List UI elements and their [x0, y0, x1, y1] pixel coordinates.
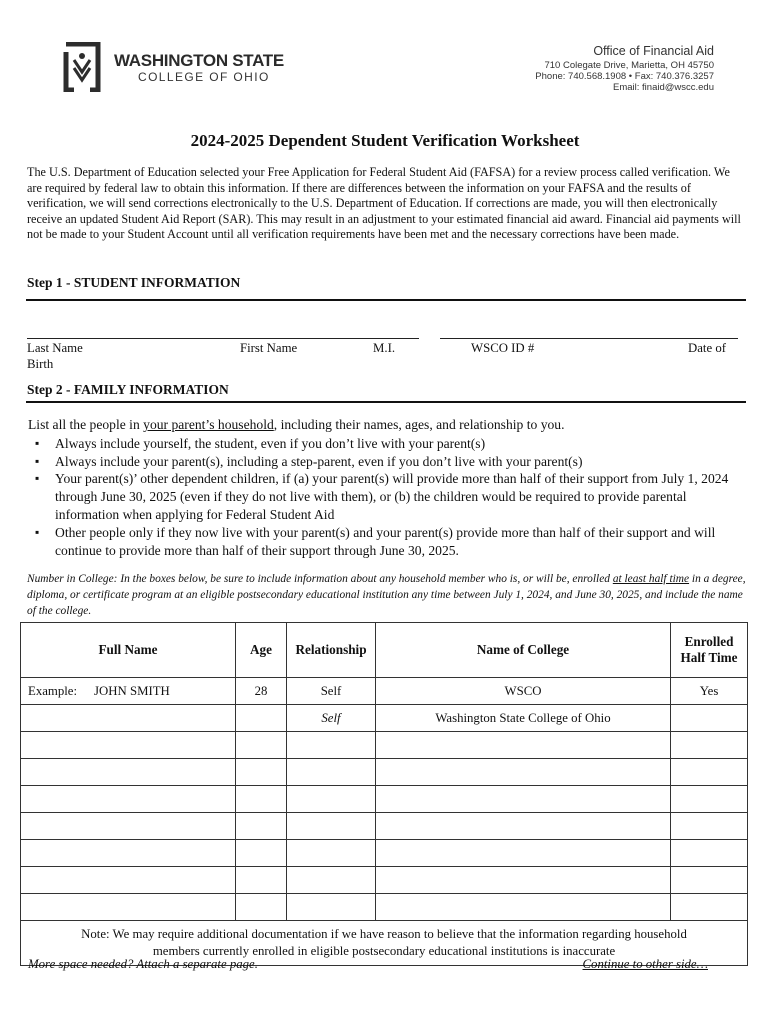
name-input-cell[interactable] [21, 867, 236, 894]
table-row [21, 705, 748, 732]
table-row [21, 894, 748, 921]
enrolled-input-cell[interactable] [671, 786, 748, 813]
bullet-item: ▪ Always include yourself, the student, even if you don’t live with your parent(s) [28, 435, 743, 453]
table-header-row [21, 623, 748, 678]
name-input-cell[interactable] [21, 705, 236, 732]
name-input-cell[interactable] [21, 894, 236, 921]
relationship-input-cell[interactable] [287, 759, 376, 786]
name-input-cell[interactable] [21, 759, 236, 786]
relationship-input-cell[interactable] [287, 813, 376, 840]
intro-paragraph: The U.S. Department of Education selected your Free Application for Federal Student Aid (FAFSA) for a review process called verification. We are required by federal law to obtain this information. If there are differences between the information on your FAFSA and the results of verification, we will send corrections electronically to the U.S. Department of Education. If corrections are made, you will then electronically receive an updated Student Aid Report (SAR). This may result in an adjustment to your estimated financial aid award. Financial aid payments will not be made to your Student Account until all verification requirements have been met and the necessary corrections have been made. [27, 165, 741, 242]
wsco-id-label: WSCO ID # [471, 341, 535, 355]
relationship-input-cell[interactable] [287, 786, 376, 813]
dob-label-continued: Birth [27, 357, 54, 371]
enrolled-input-cell[interactable] [671, 759, 748, 786]
age-input-cell[interactable] [236, 840, 287, 867]
bullet-item: ▪ Other people only if they now live with your parent(s) and your parent(s) provide more than half of their support and will continue to provide more than half of their support through June 30, 2025. [28, 524, 743, 560]
name-input-cell[interactable] [21, 840, 236, 867]
bullet-item: ▪ Always include your parent(s), including a step-parent, even if you don’t live with your parent(s) [28, 453, 743, 471]
footer-attach-note: More space needed? Attach a separate page. [28, 957, 258, 971]
enrolled-input-cell[interactable] [671, 813, 748, 840]
step1-rule [26, 299, 746, 301]
example-age-cell: 28 [236, 678, 287, 705]
step1-title: Step 1 - STUDENT INFORMATION [27, 275, 241, 290]
first-name-label: First Name [240, 341, 298, 355]
office-phone: Phone: 740.568.1908 • Fax: 740.376.3257 [535, 71, 714, 82]
example-college-cell: WSCO [376, 678, 671, 705]
enrolled-input-cell[interactable] [671, 894, 748, 921]
example-name-cell: Example: JOHN SMITH [21, 678, 236, 705]
table-row [21, 786, 748, 813]
relationship-input-cell[interactable] [287, 840, 376, 867]
office-address: 710 Colegate Drive, Marietta, OH 45750 [544, 60, 714, 71]
name-input-cell[interactable] [21, 786, 236, 813]
college-input-cell[interactable] [376, 759, 671, 786]
col-header-enrolled: Enrolled Half Time [671, 623, 748, 678]
col-header-relationship: Relationship [287, 623, 376, 678]
college-input-cell[interactable] [376, 840, 671, 867]
col-header-age: Age [236, 623, 287, 678]
office-title: Office of Financial Aid [593, 44, 714, 58]
last-name-label: Last Name [27, 341, 83, 355]
table-row [21, 867, 748, 894]
name-input-cell[interactable] [21, 732, 236, 759]
household-table [20, 622, 748, 966]
age-input-cell[interactable] [236, 786, 287, 813]
id-dob-field-line[interactable] [440, 338, 738, 339]
number-in-college-note: Number in College: In the boxes below, be sure to include information about any household member who is, or will be, enrolled at least half time in a degree, diploma, or certificate program at an eligible postsecondary educational institution any time between July 1, 2024, and June 30, 2025, and include the name of the college. [27, 573, 746, 617]
name-input-cell[interactable] [21, 813, 236, 840]
enrolled-input-cell[interactable] [671, 732, 748, 759]
example-enrolled-cell: Yes [671, 678, 748, 705]
age-input-cell[interactable] [236, 894, 287, 921]
example-relationship-cell: Self [287, 678, 376, 705]
college-input-cell[interactable] [376, 732, 671, 759]
relationship-cell: Self [287, 705, 376, 732]
college-input-cell[interactable] [376, 813, 671, 840]
household-lead: List all the people in your parent’s household, including their names, ages, and relationship to you. [28, 417, 565, 432]
relationship-input-cell[interactable] [287, 732, 376, 759]
college-input-cell[interactable] [376, 894, 671, 921]
col-header-full-name: Full Name [21, 623, 236, 678]
office-email: Email: finaid@wscc.edu [613, 82, 714, 93]
college-input-cell[interactable] [376, 867, 671, 894]
table-row [21, 840, 748, 867]
col-header-college: Name of College [376, 623, 671, 678]
enrolled-input-cell[interactable] [671, 867, 748, 894]
age-input-cell[interactable] [236, 759, 287, 786]
household-instructions [28, 416, 743, 559]
dob-label: Date of [688, 341, 727, 355]
household-bullet-list [28, 435, 743, 560]
step2-title: Step 2 - FAMILY INFORMATION [27, 382, 229, 397]
page-title: 2024-2025 Dependent Student Verification Worksheet [190, 131, 580, 150]
college-input-cell[interactable] [376, 786, 671, 813]
bullet-item: ▪ Your parent(s)’ other dependent children, if (a) your parent(s) will provide more than half of their support from July 1, 2024 through June 30, 2025 (even if they do not live with them), or (b) the children would be required to provide parental information when applying for Federal Student Aid [28, 470, 743, 523]
relationship-input-cell[interactable] [287, 894, 376, 921]
college-logo [60, 42, 104, 92]
age-input-cell[interactable] [236, 705, 287, 732]
table-row [21, 732, 748, 759]
age-input-cell[interactable] [236, 732, 287, 759]
mi-label: M.I. [373, 341, 396, 355]
enrolled-input-cell[interactable] [671, 840, 748, 867]
example-row [21, 678, 748, 705]
college-cell: Washington State College of Ohio [376, 705, 671, 732]
age-input-cell[interactable] [236, 867, 287, 894]
table-row [21, 759, 748, 786]
name-field-line[interactable] [27, 338, 419, 339]
continue-link[interactable]: Continue to other side… [582, 957, 708, 971]
table-row [21, 813, 748, 840]
school-name: WASHINGTON STATE [114, 51, 284, 70]
school-subtitle: COLLEGE OF OHIO [138, 70, 270, 84]
enrolled-input-cell[interactable] [671, 705, 748, 732]
documentation-note: Note: We may require additional documentation if we have reason to believe that the information regarding household members currently enrolled in eligible postsecondary educational institutions is inaccurate [21, 921, 748, 966]
step2-rule [26, 401, 746, 403]
relationship-input-cell[interactable] [287, 867, 376, 894]
age-input-cell[interactable] [236, 813, 287, 840]
